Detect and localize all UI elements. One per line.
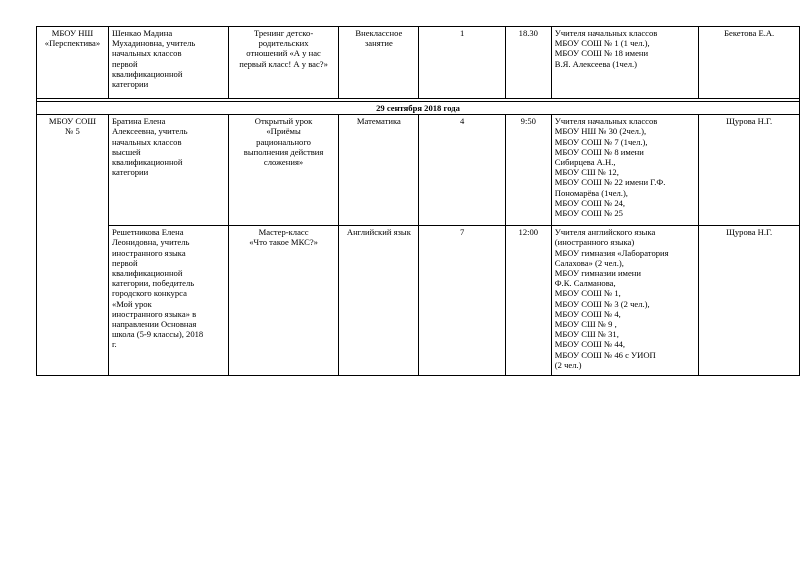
audience-cell: Учителя начальных классов МБОУ НШ № 30 (2чел.), МБОУ СОШ № 7 (1чел.), МБОУ СОШ № 8 имени Сибирцева А.Н., МБОУ СШ № 12, МБОУ СОШ № 22 имени Г.Ф. Пономарёва (1чел.), МБОУ СОШ № 24, МБОУ СОШ № 25	[551, 115, 699, 226]
event-cell: Открытый урок «Приёмы рационального выполнения действия сложения»	[228, 115, 339, 226]
event-cell: Мастер-класс «Что такое МКС?»	[228, 226, 339, 376]
subject-cell: Математика	[339, 115, 419, 226]
time-cell: 12:00	[505, 226, 551, 376]
table-row	[37, 115, 800, 226]
responsible-cell: Щурова Н.Г.	[699, 226, 800, 376]
schedule-table	[36, 26, 800, 376]
audience-cell: Учителя начальных классов МБОУ СОШ № 1 (1 чел.), МБОУ СОШ № 18 имени В.Я. Алексеева (1чел.)	[551, 27, 699, 99]
subject-cell: Внеклассное занятие	[339, 27, 419, 99]
grade-cell: 7	[419, 226, 506, 376]
grade-cell: 1	[419, 27, 506, 99]
time-cell: 9:50	[505, 115, 551, 226]
teacher-cell: Братина Елена Алексеевна, учитель начальных классов высшей квалификационной категории	[108, 115, 228, 226]
date-header: 29 сентября 2018 года	[37, 102, 800, 115]
org-cell: МБОУ НШ «Перспектива»	[37, 27, 109, 99]
grade-cell: 4	[419, 115, 506, 226]
table-row	[37, 226, 800, 376]
teacher-cell: Решетникова Елена Леонидовна, учитель иностранного языка первой квалификационной категории, победитель городского конкурса «Мой урок иностранного языка» в направлении Основная школа (5-9 классы), 2018 г.	[108, 226, 228, 376]
org-cell: МБОУ СОШ № 5	[37, 115, 109, 376]
subject-cell: Английский язык	[339, 226, 419, 376]
responsible-cell: Щурова Н.Г.	[699, 115, 800, 226]
teacher-cell: Шенкао Мадина Мухадиновна, учитель начальных классов первой квалификационной категории	[108, 27, 228, 99]
event-cell: Тренинг детско- родительских отношений «А у нас первый класс! А у вас?»	[228, 27, 339, 99]
date-header-row	[37, 102, 800, 115]
responsible-cell: Бекетова Е.А.	[699, 27, 800, 99]
time-cell: 18.30	[505, 27, 551, 99]
table-row	[37, 27, 800, 99]
audience-cell: Учителя английского языка (иностранного языка) МБОУ гимназия «Лаборатория Салахова» (2 чел.), МБОУ гимназии имени Ф.К. Салманова, МБОУ СОШ № 1, МБОУ СОШ № 3 (2 чел.), МБОУ СОШ № 4, МБОУ СШ № 9 , МБОУ СШ № 31, МБОУ СОШ № 44, МБОУ СОШ № 46 с УИОП (2 чел.)	[551, 226, 699, 376]
